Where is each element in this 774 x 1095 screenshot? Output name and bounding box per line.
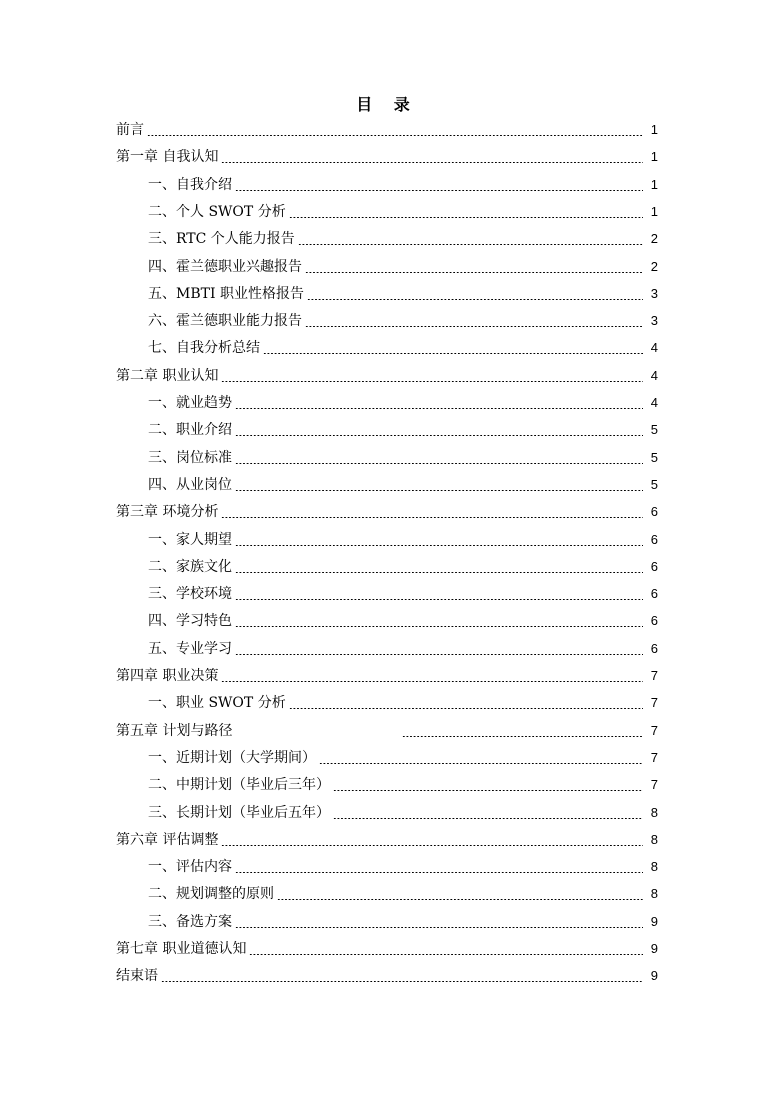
toc-page-number: 5 <box>650 449 658 465</box>
toc-dot-leader <box>221 681 643 682</box>
toc-entry-title: 三、RTC 个人能力报告 <box>148 231 295 248</box>
toc-page-number: 6 <box>650 586 658 602</box>
toc-page-number: 6 <box>650 640 658 656</box>
toc-entry-title: 一、就业趋势 <box>148 395 232 411</box>
toc-dot-leader <box>235 599 643 600</box>
toc-dot-leader <box>221 162 643 163</box>
toc-page-number: 6 <box>650 558 658 574</box>
toc-section-entry[interactable] <box>0 310 658 332</box>
toc-section-entry[interactable] <box>0 802 658 824</box>
toc-entry-title: 二、中期计划（毕业后三年） <box>148 777 330 794</box>
toc-dot-leader <box>333 818 643 819</box>
toc-page-number: 9 <box>650 913 658 929</box>
toc-section-entry[interactable] <box>0 256 658 278</box>
toc-entry-title: 第五章 计划与路径 <box>116 722 233 739</box>
toc-entry-title: 二、家族文化 <box>148 558 232 575</box>
toc-page-number: 3 <box>650 285 658 301</box>
toc-dot-leader <box>305 272 643 273</box>
toc-page-number: 4 <box>650 340 658 356</box>
toc-section-entry[interactable] <box>0 747 658 769</box>
toc-dot-leader <box>249 954 643 955</box>
toc-entry-title: 前言 <box>116 122 144 138</box>
toc-page-number: 6 <box>650 613 658 629</box>
toc-section-entry[interactable] <box>0 392 658 414</box>
toc-section-entry[interactable] <box>0 529 658 551</box>
toc-dot-leader <box>289 708 643 709</box>
toc-dot-leader <box>235 463 643 464</box>
toc-dot-leader <box>235 490 643 491</box>
toc-dot-leader <box>235 927 643 928</box>
toc-dot-leader <box>319 763 643 764</box>
toc-entry-title: 第六章 评估调整 <box>116 831 219 848</box>
toc-dot-leader <box>235 190 643 191</box>
toc-dot-leader <box>305 326 643 327</box>
toc-section-entry[interactable] <box>0 583 658 605</box>
toc-entry-title: 四、学习特色 <box>148 613 232 630</box>
toc-section-entry[interactable] <box>0 692 658 714</box>
toc-dot-leader <box>307 299 643 300</box>
toc-entry-title: 三、长期计划（毕业后五年） <box>148 804 330 821</box>
toc-page-number: 7 <box>650 749 658 765</box>
toc-entry-title: 结束语 <box>116 968 158 985</box>
toc-dot-leader <box>263 353 643 354</box>
toc-dot-leader <box>298 244 643 245</box>
toc-chapter-entry[interactable] <box>0 965 658 987</box>
toc-section-entry[interactable] <box>0 337 658 359</box>
toc-page-number: 9 <box>650 941 658 956</box>
toc-entry-title: 五、MBTI 职业性格报告 <box>148 285 304 302</box>
toc-title: 目 录 <box>356 95 418 114</box>
toc-page-number: 5 <box>650 476 658 492</box>
toc-entry-title: 第二章 职业认知 <box>116 367 219 384</box>
toc-dot-leader <box>277 899 643 900</box>
toc-section-entry[interactable] <box>0 228 658 250</box>
toc-section-entry[interactable] <box>0 201 658 223</box>
toc-page-number: 1 <box>650 176 658 192</box>
toc-dot-leader <box>235 572 643 573</box>
toc-page-number: 3 <box>650 313 658 329</box>
toc-page-number: 7 <box>650 777 658 793</box>
toc-chapter-entry[interactable] <box>0 501 658 523</box>
toc-chapter-entry[interactable] <box>0 938 658 960</box>
toc-entry-title: 三、岗位标准 <box>148 449 232 466</box>
toc-entry-title: 二、职业介绍 <box>148 422 232 439</box>
toc-page-number: 2 <box>650 231 658 247</box>
toc-page-number: 1 <box>650 122 658 137</box>
toc-entry-title: 三、学校环境 <box>148 586 232 603</box>
toc-entry-title: 一、家人期望 <box>148 531 232 548</box>
toc-dot-leader <box>221 381 643 382</box>
toc-section-entry[interactable] <box>0 419 658 441</box>
toc-section-entry[interactable] <box>0 883 658 905</box>
toc-page-number: 6 <box>650 504 658 520</box>
toc-page-number: 6 <box>650 531 658 547</box>
toc-entry-title: 四、霍兰德职业兴趣报告 <box>148 258 302 275</box>
toc-section-entry[interactable] <box>0 911 658 933</box>
toc-entry-title: 三、备选方案 <box>148 913 232 930</box>
toc-section-entry[interactable] <box>0 556 658 578</box>
toc-chapter-entry[interactable] <box>0 720 658 742</box>
toc-page-number: 4 <box>650 395 658 410</box>
toc-entry-title: 五、专业学习 <box>148 640 232 657</box>
toc-dot-leader <box>235 654 643 655</box>
toc-page-number: 1 <box>650 203 658 219</box>
toc-dot-leader <box>161 981 643 982</box>
toc-dot-leader <box>235 408 643 409</box>
toc-section-entry[interactable] <box>0 447 658 469</box>
toc-page-number: 8 <box>650 859 658 875</box>
toc-section-entry[interactable] <box>0 174 658 196</box>
toc-page-number: 7 <box>650 668 658 683</box>
toc-entry-title: 一、评估内容 <box>148 859 232 876</box>
toc-page-number: 7 <box>650 722 658 738</box>
toc-page-number: 8 <box>650 831 658 847</box>
toc-chapter-entry[interactable] <box>0 365 658 387</box>
toc-entry-title: 第三章 环境分析 <box>116 504 219 521</box>
toc-dot-leader <box>235 872 643 873</box>
toc-page-number: 8 <box>650 886 658 902</box>
toc-section-entry[interactable] <box>0 283 658 305</box>
toc-entry-title: 一、职业 SWOT 分析 <box>148 695 286 712</box>
toc-section-entry[interactable] <box>0 638 658 660</box>
toc-page-number: 4 <box>650 367 658 383</box>
toc-section-entry[interactable] <box>0 856 658 878</box>
toc-dot-leader <box>289 217 643 218</box>
toc-dot-leader <box>333 790 643 791</box>
toc-entry-title: 第四章 职业决策 <box>116 668 219 684</box>
toc-section-entry[interactable] <box>0 774 658 796</box>
toc-dot-leader <box>235 626 643 627</box>
toc-dot-leader <box>147 135 643 136</box>
toc-section-entry[interactable] <box>0 610 658 632</box>
toc-chapter-entry[interactable] <box>0 829 658 851</box>
toc-dot-leader <box>235 545 643 546</box>
toc-entry-title: 七、自我分析总结 <box>148 340 260 357</box>
toc-page-number: 2 <box>650 258 658 274</box>
toc-dot-leader <box>221 517 643 518</box>
toc-page-number: 9 <box>650 968 658 984</box>
toc-chapter-entry[interactable] <box>0 119 658 141</box>
toc-page-number: 7 <box>650 695 658 711</box>
toc-entry-title: 第一章 自我认知 <box>116 149 219 166</box>
toc-entry-title: 一、自我介绍 <box>148 176 232 193</box>
toc-chapter-entry[interactable] <box>0 146 658 168</box>
toc-entry-title: 二、个人 SWOT 分析 <box>148 203 286 220</box>
toc-entry-title: 二、规划调整的原则 <box>148 886 274 903</box>
toc-dot-leader <box>235 435 643 436</box>
toc-entry-title: 四、从业岗位 <box>148 476 232 493</box>
toc-page-number: 5 <box>650 422 658 438</box>
toc-section-entry[interactable] <box>0 474 658 496</box>
toc-page-number: 8 <box>650 804 658 820</box>
toc-entry-title: 第七章 职业道德认知 <box>116 941 247 957</box>
toc-chapter-entry[interactable] <box>0 665 658 687</box>
toc-dot-leader <box>402 736 643 737</box>
toc-dot-leader <box>221 845 643 846</box>
toc-entry-title: 一、近期计划（大学期间） <box>148 749 316 766</box>
toc-page-number: 1 <box>650 149 658 165</box>
toc-entry-title: 六、霍兰德职业能力报告 <box>148 313 302 330</box>
